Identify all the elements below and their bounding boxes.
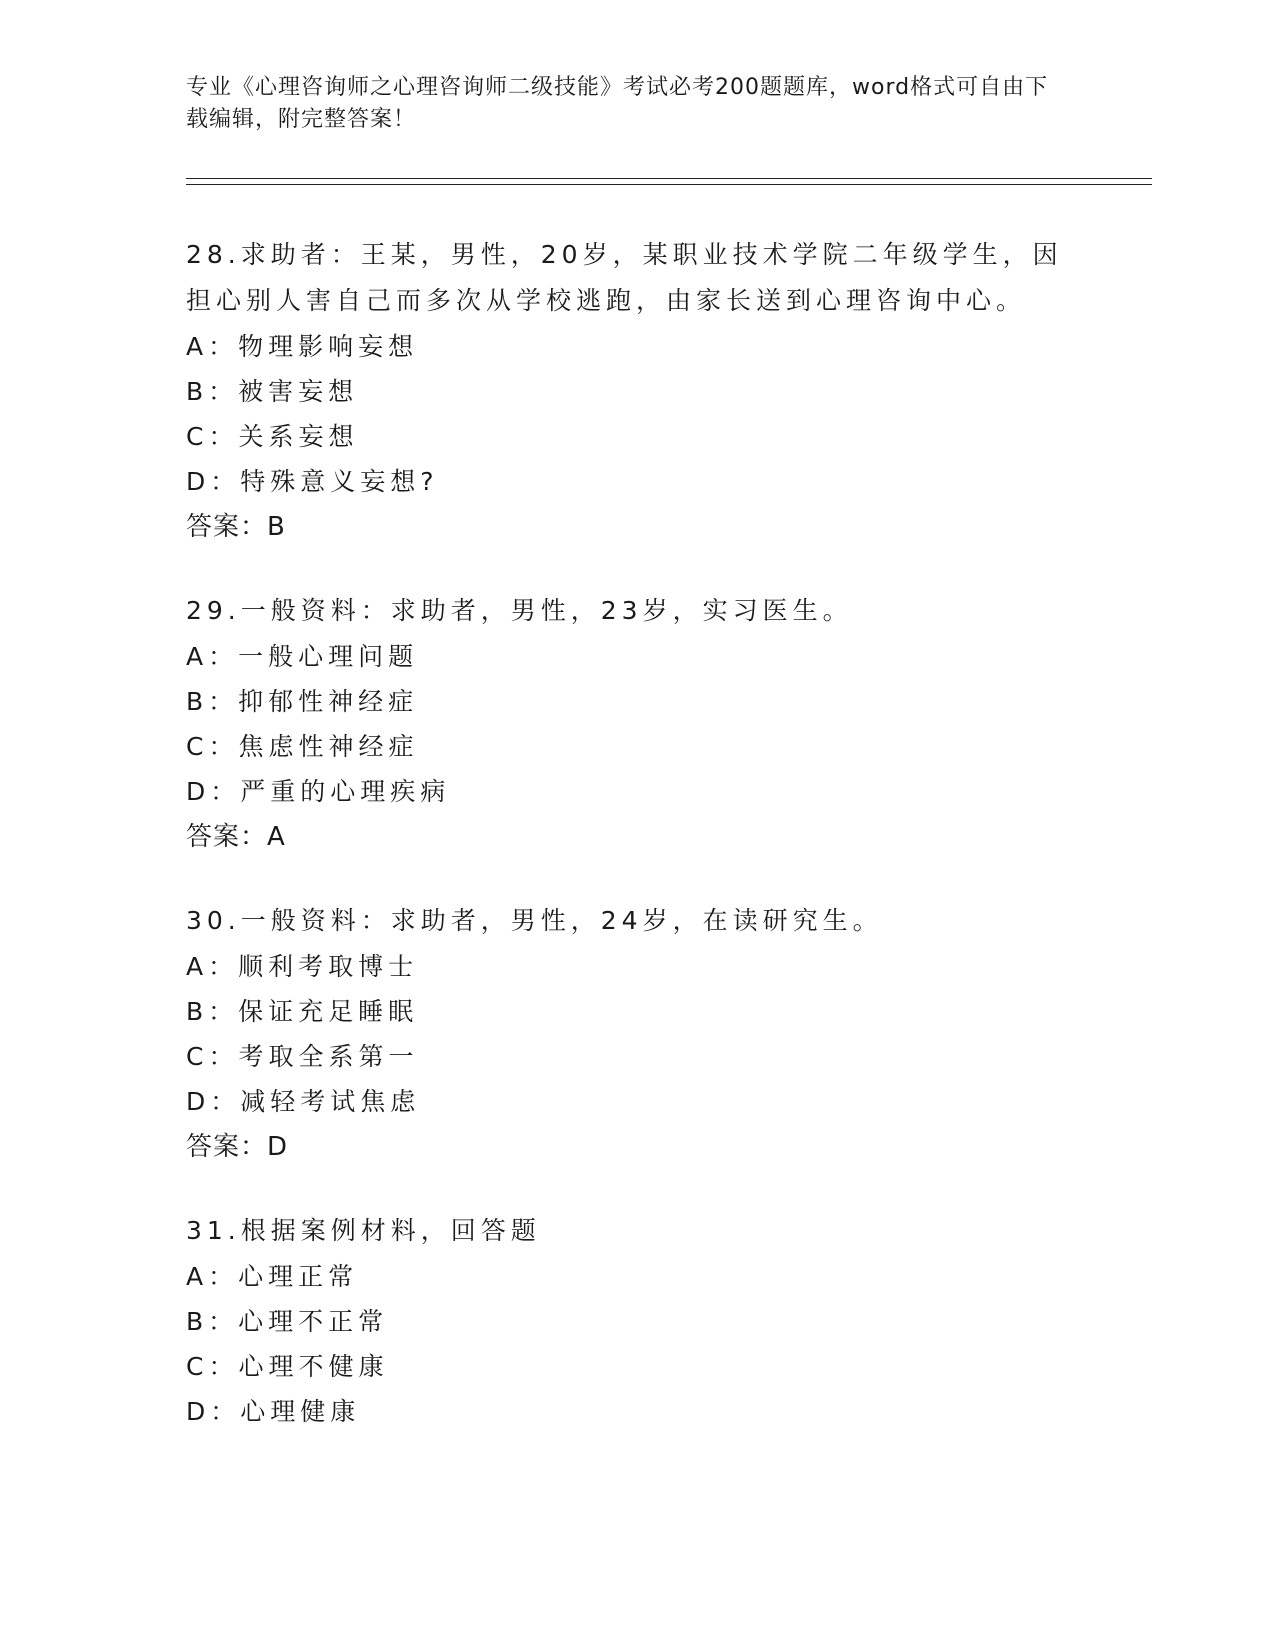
option-c: C：关系妄想 bbox=[186, 422, 359, 451]
question-stem: 30.一般资料：求助者，男性，24岁，在读研究生。 bbox=[186, 906, 883, 935]
question-31 bbox=[186, 1208, 1086, 1434]
option-d: D：特殊意义妄想? bbox=[186, 467, 439, 496]
option-a: A：顺利考取博士 bbox=[186, 952, 419, 981]
option-a: A：一般心理问题 bbox=[186, 642, 419, 671]
option-b: B：保证充足睡眠 bbox=[186, 997, 419, 1026]
question-list bbox=[186, 232, 1086, 1472]
option-b: B：心理不正常 bbox=[186, 1307, 389, 1336]
question-stem: 28.求助者：王某，男性，20岁，某职业技术学院二年级学生，因担心别人害自己而多次从学校逃跑，由家长送到心理咨询中心。 bbox=[186, 240, 1063, 315]
question-28 bbox=[186, 232, 1086, 550]
option-d: D：心理健康 bbox=[186, 1397, 361, 1426]
option-d: D：严重的心理疾病 bbox=[186, 777, 451, 806]
option-b: B：被害妄想 bbox=[186, 377, 359, 406]
document-header bbox=[186, 72, 1066, 136]
option-c: C：心理不健康 bbox=[186, 1352, 389, 1381]
answer-line: 答案：B bbox=[186, 512, 286, 542]
option-b: B：抑郁性神经症 bbox=[186, 687, 419, 716]
option-a: A：心理正常 bbox=[186, 1262, 359, 1291]
answer-line: 答案：A bbox=[186, 822, 286, 852]
question-stem: 29.一般资料：求助者，男性，23岁，实习医生。 bbox=[186, 596, 853, 625]
question-stem: 31.根据案例材料，回答题 bbox=[186, 1216, 541, 1245]
question-29 bbox=[186, 588, 1086, 860]
header-text: 专业《心理咨询师之心理咨询师二级技能》考试必考200题题库，word格式可自由下载编辑，附完整答案！ bbox=[186, 75, 1049, 132]
header-divider bbox=[186, 178, 1152, 185]
option-c: C：焦虑性神经症 bbox=[186, 732, 419, 761]
answer-line: 答案：D bbox=[186, 1132, 289, 1162]
option-d: D：减轻考试焦虑 bbox=[186, 1087, 421, 1116]
option-a: A：物理影响妄想 bbox=[186, 332, 419, 361]
option-c: C：考取全系第一 bbox=[186, 1042, 419, 1071]
question-30 bbox=[186, 898, 1086, 1170]
